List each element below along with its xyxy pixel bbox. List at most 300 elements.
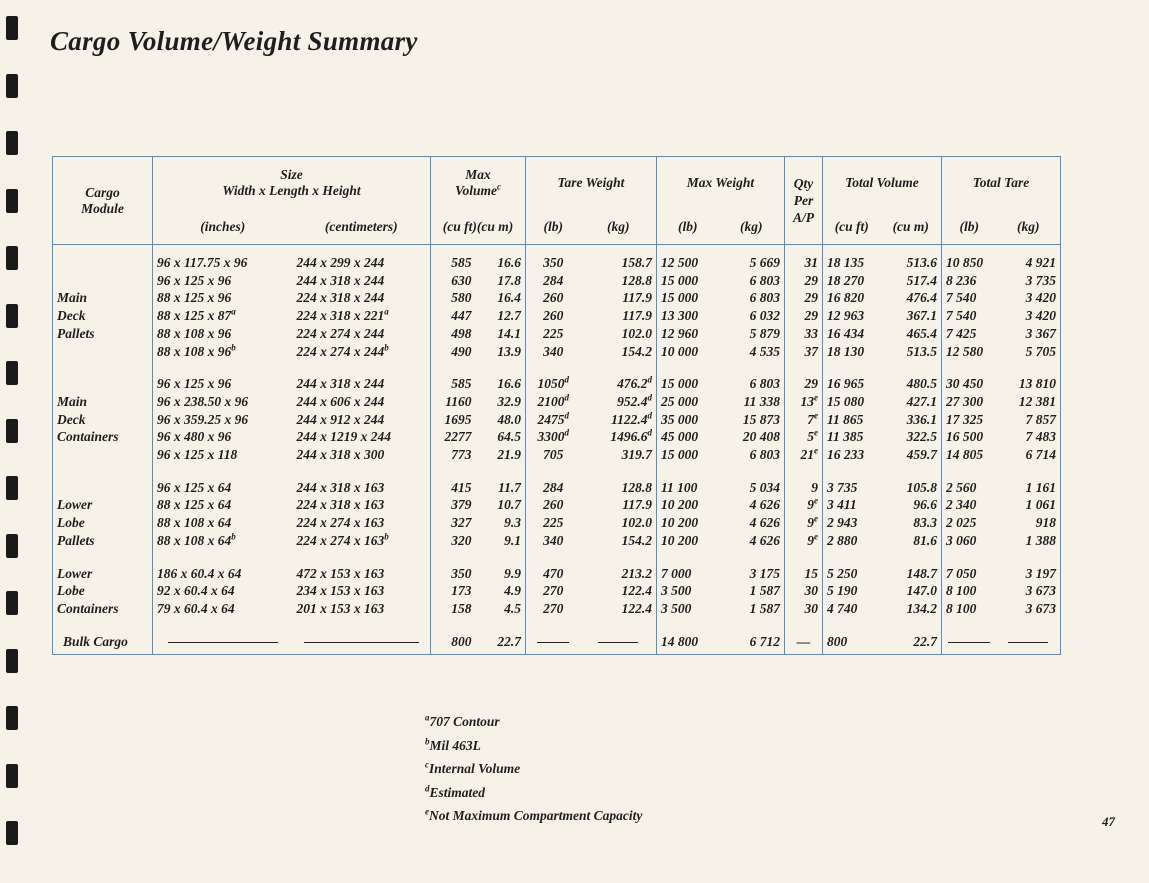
footnote-mark: e: [814, 531, 818, 542]
total-volume-cuft-cell: 5 250: [823, 565, 881, 583]
tare-kg-cell: 128.8: [621, 479, 652, 495]
total-tare-kg-cell: 3 420: [1025, 290, 1056, 306]
spacer-cell: [293, 618, 431, 633]
total-tare-kg-cell: 3 420: [1025, 308, 1056, 324]
size-inches-cell: 88 x 125 x 64: [153, 496, 293, 514]
cargo-module-label: [53, 343, 153, 361]
tare-lb-cell: 705: [526, 446, 581, 464]
max-lb-cell: 10 200: [657, 496, 719, 514]
size-cm-cell: 244 x 318 x 244: [296, 272, 385, 288]
volume-cuft-cell: 320: [431, 532, 476, 550]
size-inches-cell: 96 x 125 x 96: [153, 272, 293, 290]
header-kg: (kg): [607, 218, 630, 234]
table-row: [53, 479, 1061, 497]
spacer-row: [53, 650, 1061, 655]
tare-kg-cell: 117.9: [622, 290, 652, 306]
footnote-mark: c: [497, 181, 501, 192]
total-volume-cuft-cell: 11 865: [823, 411, 881, 429]
binding-ring: [6, 476, 18, 500]
total-tare-kg-cell: 3 735: [1025, 272, 1056, 288]
spacer-cell: [997, 618, 1061, 633]
total-tare-lb-cell: 17 325: [942, 411, 997, 429]
header-text: Per: [793, 193, 814, 208]
size-cm-cell: 234 x 153 x 163: [296, 583, 385, 599]
tare-kg-cell: 319.7: [621, 447, 652, 463]
total-tare-lb-cell: 16 500: [942, 428, 997, 446]
tare-lb-cell: 225: [526, 325, 581, 343]
total-volume-cum-cell: 322.5: [906, 429, 937, 445]
spacer-cell: [53, 245, 153, 255]
spacer-cell: [53, 618, 153, 633]
total-tare-kg-cell: 7 857: [1025, 411, 1056, 427]
max-lb-cell: 15 000: [657, 375, 719, 393]
size-cm-cell: 244 x 318 x 300: [296, 447, 385, 463]
header-text: Cargo: [85, 184, 120, 200]
spacer-cell: [881, 464, 942, 479]
size-inches-cell: 79 x 60.4 x 64: [153, 600, 293, 618]
volume-cuft-cell: 415: [431, 479, 476, 497]
volume-cum-cell: 9.3: [504, 515, 521, 531]
spacer-cell: [657, 245, 719, 255]
tare-lb-cell: [526, 428, 581, 446]
spacer-cell: [476, 464, 526, 479]
binding-ring: [6, 74, 18, 98]
cell-value: 476.2: [617, 376, 648, 392]
max-kg-cell: 6 712: [749, 633, 780, 649]
cell-value: 5: [807, 429, 814, 445]
qty-per-ap-cell: 15: [785, 565, 823, 583]
header-text: A/P: [792, 210, 814, 225]
header-text: Max: [465, 167, 491, 182]
size-inches-cell: 96 x 238.50 x 96: [153, 393, 293, 411]
spacer-cell: [526, 550, 581, 565]
binding-ring: [6, 361, 18, 385]
footnote-text: 707 Contour: [429, 714, 500, 729]
cell-value: 88 x 125 x 87: [157, 308, 232, 324]
spacer-cell: [431, 464, 476, 479]
size-inches-cell: [153, 343, 293, 361]
tare-kg-cell: [581, 633, 657, 651]
volume-cuft-cell: 1160: [431, 393, 476, 411]
cargo-module-label: Deck: [57, 411, 86, 427]
volume-cuft-cell: 585: [431, 254, 476, 272]
footnote-mark: e: [814, 513, 818, 524]
volume-cum-cell: 4.9: [504, 583, 521, 599]
qty-per-ap-cell: 37: [785, 343, 823, 361]
footnote: [425, 781, 642, 805]
footnote-mark: b: [425, 736, 430, 746]
volume-cuft-cell: 447: [431, 307, 476, 325]
total-volume-cuft-cell: 18 130: [823, 343, 881, 361]
tare-lb-cell: 340: [526, 343, 581, 361]
blank-rule: [537, 642, 569, 643]
tare-kg-cell: 102.0: [621, 325, 652, 341]
qty-per-ap-cell: [785, 514, 823, 532]
cell-value: 2100: [537, 393, 565, 409]
max-lb-cell: 13 300: [657, 307, 719, 325]
header-size: [153, 157, 431, 210]
size-inches-cell: 96 x 125 x 64: [153, 479, 293, 497]
total-tare-kg-cell: 5 705: [1025, 343, 1056, 359]
spacer-cell: [719, 245, 785, 255]
total-tare-lb-cell: 8 100: [942, 600, 997, 618]
spacer-cell: [657, 618, 719, 633]
spacer-cell: [823, 464, 881, 479]
header-text: Module: [81, 200, 124, 216]
max-kg-cell: 5 669: [749, 255, 780, 270]
header-text: Size: [280, 167, 303, 182]
total-volume-cuft-cell: 4 740: [823, 600, 881, 618]
binding-ring: [6, 131, 18, 155]
table-row: [53, 565, 1061, 583]
cargo-module-label: Pallets: [57, 532, 95, 548]
cell-value: 3300: [537, 429, 565, 445]
max-lb-cell: 3 500: [657, 600, 719, 618]
blank-rule: [598, 642, 638, 643]
volume-cuft-cell: 1695: [431, 411, 476, 429]
cell-value: 224 x 274 x 244: [296, 343, 385, 359]
total-volume-cum-cell: 336.1: [906, 411, 937, 427]
size-inches-cell: [153, 532, 293, 550]
volume-cum-cell: 16.6: [497, 376, 521, 392]
tare-kg-cell: [581, 411, 657, 429]
total-tare-lb-cell: 12 580: [942, 343, 997, 361]
header-lb: (lb): [526, 209, 581, 245]
spacer-cell: [719, 550, 785, 565]
tare-kg-cell: 117.9: [622, 308, 652, 324]
total-tare-kg-cell: 3 197: [1025, 565, 1056, 581]
size-inches-cell: 88 x 125 x 96: [153, 289, 293, 307]
qty-per-ap-cell: 33: [785, 325, 823, 343]
total-volume-cum-cell: 134.2: [906, 600, 937, 616]
size-cm-cell: [293, 307, 431, 325]
spacer-row: [53, 245, 1061, 255]
spacer-cell: [785, 464, 823, 479]
total-volume-cuft-cell: 11 385: [823, 428, 881, 446]
footnote-mark: d: [647, 427, 652, 438]
max-lb-cell: 3 500: [657, 582, 719, 600]
volume-cum-cell: 48.0: [497, 411, 521, 427]
footnote-mark: d: [564, 392, 569, 403]
qty-per-ap-cell: [785, 428, 823, 446]
total-volume-cuft-cell: 3 411: [823, 496, 881, 514]
volume-cuft-cell: 2277: [431, 428, 476, 446]
max-kg-cell: 6 803: [749, 272, 780, 288]
table-row: [53, 307, 1061, 325]
spacer-row: [53, 464, 1061, 479]
blank-rule: [304, 642, 419, 643]
total-tare-lb-cell: 7 540: [942, 289, 997, 307]
spacer-cell: [997, 650, 1061, 655]
total-tare-kg-cell: 6 714: [1025, 447, 1056, 463]
total-tare-lb-cell: 2 340: [942, 496, 997, 514]
cell-value: 952.4: [617, 393, 648, 409]
footnote-text: Internal Volume: [429, 761, 521, 776]
spacer-cell: [719, 618, 785, 633]
total-tare-lb-cell: 3 060: [942, 532, 997, 550]
footnote-mark: d: [564, 410, 569, 421]
spacer-cell: [526, 464, 581, 479]
spacer-cell: [153, 464, 293, 479]
spacer-cell: [476, 650, 526, 655]
spacer-cell: [476, 618, 526, 633]
spacer-cell: [476, 245, 526, 255]
spacer-cell: [526, 650, 581, 655]
tare-kg-cell: [581, 393, 657, 411]
size-cm-cell: 224 x 318 x 163: [296, 497, 385, 513]
size-inches-cell: 96 x 117.75 x 96: [153, 254, 293, 272]
cargo-module-label: [53, 272, 153, 290]
cargo-module-label: [53, 446, 153, 464]
total-tare-kg-cell: [997, 633, 1061, 651]
cell-value: 7: [807, 411, 814, 427]
footnote-mark: b: [384, 342, 389, 353]
footnote-mark: b: [231, 342, 236, 353]
total-volume-cuft-cell: 800: [823, 633, 881, 651]
table-row: [53, 514, 1061, 532]
max-kg-cell: 4 626: [749, 532, 780, 548]
spacer-cell: [657, 360, 719, 375]
total-volume-cuft-cell: 12 963: [823, 307, 881, 325]
total-tare-lb-cell: 8 236: [942, 272, 997, 290]
total-tare-kg-cell: 3 673: [1025, 583, 1056, 599]
max-lb-cell: 14 800: [657, 633, 719, 651]
spacer-cell: [657, 464, 719, 479]
size-cm-cell: 244 x 606 x 244: [296, 393, 385, 409]
total-volume-cum-cell: 480.5: [906, 376, 937, 392]
tare-kg-cell: 128.8: [621, 272, 652, 288]
binding-ring: [6, 246, 18, 270]
cargo-module-label: Lobe: [57, 583, 85, 599]
footnote-text: Not Maximum Compartment Capacity: [429, 808, 643, 823]
qty-per-ap-cell: [785, 411, 823, 429]
spacer-cell: [942, 360, 997, 375]
cell-value: 9: [807, 497, 814, 513]
size-cm-cell: 244 x 299 x 244: [296, 255, 385, 270]
tare-lb-cell: 470: [526, 565, 581, 583]
cell-value: 88 x 108 x 96: [157, 343, 232, 359]
max-kg-cell: 15 873: [742, 411, 780, 427]
total-volume-cuft-cell: 16 820: [823, 289, 881, 307]
table-row: [53, 600, 1061, 618]
binding-ring: [6, 16, 18, 40]
table-row: [53, 411, 1061, 429]
total-tare-lb-cell: 8 100: [942, 582, 997, 600]
header-total-tare: Total Tare: [942, 157, 1061, 210]
footnote-mark: a: [425, 712, 430, 723]
volume-cum-cell: 32.9: [497, 393, 521, 409]
spacer-cell: [581, 650, 657, 655]
total-volume-cum-cell: 513.5: [906, 343, 937, 359]
footnote-mark: b: [384, 531, 389, 542]
max-lb-cell: 15 000: [657, 289, 719, 307]
spacer-cell: [293, 360, 431, 375]
total-volume-cum-cell: 83.3: [913, 515, 937, 531]
spacer-cell: [823, 650, 881, 655]
total-tare-lb-cell: 7 050: [942, 565, 997, 583]
footnote: [425, 757, 642, 781]
volume-cuft-cell: 800: [431, 633, 476, 651]
max-kg-cell: 11 338: [743, 393, 780, 409]
spacer-cell: [881, 618, 942, 633]
spacer-cell: [431, 650, 476, 655]
spacer-cell: [476, 360, 526, 375]
cell-value: 13: [800, 393, 814, 409]
table-row: [53, 446, 1061, 464]
max-lb-cell: 10 200: [657, 532, 719, 550]
total-volume-cum-cell: 459.7: [906, 447, 937, 463]
cargo-module-label: Bulk Cargo: [63, 633, 128, 649]
footnote-mark: d: [647, 392, 652, 403]
max-kg-cell: 4 626: [749, 515, 780, 531]
header-centimeters: (centimeters): [324, 218, 398, 234]
spacer-cell: [823, 550, 881, 565]
cell-value: 88 x 108 x 64: [157, 532, 232, 548]
spacer-cell: [153, 360, 293, 375]
table-row: [53, 428, 1061, 446]
total-volume-cum-cell: 427.1: [906, 393, 937, 409]
header-text: Volume: [454, 183, 497, 198]
cargo-module-label: [53, 479, 153, 497]
table-row: [53, 289, 1061, 307]
volume-cuft-cell: 350: [431, 565, 476, 583]
volume-cum-cell: 9.9: [504, 565, 521, 581]
qty-per-ap-cell: [785, 393, 823, 411]
cargo-module-label: Deck: [57, 308, 86, 324]
spacer-cell: [785, 650, 823, 655]
binding-ring: [6, 189, 18, 213]
tare-lb-cell: 270: [526, 582, 581, 600]
cell-value: 224 x 318 x 221: [296, 308, 385, 324]
qty-per-ap-cell: 30: [785, 582, 823, 600]
total-tare-kg-cell: 13 810: [1018, 376, 1056, 392]
total-volume-cuft-cell: 3 735: [823, 479, 881, 497]
volume-cum-cell: 16.4: [497, 290, 521, 306]
cargo-module-label: Pallets: [57, 325, 95, 341]
binding-ring: [6, 706, 18, 730]
table-row: [53, 532, 1061, 550]
max-lb-cell: 35 000: [657, 411, 719, 429]
spacer-cell: [153, 550, 293, 565]
total-volume-cum-cell: 476.4: [906, 290, 937, 306]
blank-rule: [948, 642, 990, 643]
header-total-volume: Total Volume: [823, 157, 942, 210]
tare-lb-cell: 350: [526, 254, 581, 272]
tare-kg-cell: 117.9: [622, 497, 652, 513]
total-tare-lb-cell: 2 560: [942, 479, 997, 497]
total-tare-kg-cell: 3 367: [1025, 325, 1056, 341]
total-tare-kg-cell: 1 388: [1025, 532, 1056, 548]
total-volume-cuft-cell: 2 943: [823, 514, 881, 532]
total-tare-lb-cell: 7 425: [942, 325, 997, 343]
page-title: Cargo Volume/Weight Summary: [50, 26, 418, 56]
total-tare-kg-cell: 7 483: [1025, 429, 1056, 445]
header-lb: (lb): [942, 209, 997, 245]
cell-value: 1050: [537, 376, 565, 392]
max-lb-cell: 45 000: [657, 428, 719, 446]
spacer-cell: [942, 464, 997, 479]
footnote: [425, 804, 642, 828]
total-volume-cuft-cell: 5 190: [823, 582, 881, 600]
size-cm-cell: 224 x 318 x 244: [296, 290, 385, 306]
table-body: [53, 245, 1061, 655]
max-kg-cell: 3 175: [749, 565, 780, 581]
tare-lb-cell: 270: [526, 600, 581, 618]
tare-lb-cell: 225: [526, 514, 581, 532]
spacer-cell: [431, 618, 476, 633]
spacer-cell: [431, 360, 476, 375]
spacer-row: [53, 360, 1061, 375]
total-volume-cuft-cell: 2 880: [823, 532, 881, 550]
footnote-text: Estimated: [429, 784, 486, 800]
spacer-cell: [526, 245, 581, 255]
volume-cum-cell: 13.9: [497, 343, 521, 359]
size-inches-cell: 96 x 125 x 118: [153, 446, 293, 464]
volume-cuft-cell: 585: [431, 375, 476, 393]
max-kg-cell: 6 032: [749, 308, 780, 324]
total-volume-cum-cell: 96.6: [913, 497, 937, 513]
page-number: 47: [1102, 814, 1115, 829]
table-row: [53, 254, 1061, 272]
total-tare-lb-cell: 2 025: [942, 514, 997, 532]
header-max-volume: [431, 157, 526, 210]
volume-cum-cell: 17.8: [497, 272, 521, 288]
qty-per-ap-cell: 29: [785, 375, 823, 393]
volume-cuft-cell: 498: [431, 325, 476, 343]
tare-lb-cell: 260: [526, 307, 581, 325]
table-row: [53, 633, 1061, 651]
spacer-row: [53, 550, 1061, 565]
qty-per-ap-cell: —: [785, 633, 823, 651]
header-kg: (kg): [740, 218, 763, 234]
tare-lb-cell: 260: [526, 496, 581, 514]
volume-cum-cell: 14.1: [497, 325, 521, 341]
size-cm-cell: 472 x 153 x 163: [296, 565, 385, 581]
footnote-mark: e: [814, 392, 818, 403]
total-tare-lb-cell: 27 300: [942, 393, 997, 411]
qty-per-ap-cell: 29: [785, 289, 823, 307]
spacer-cell: [526, 360, 581, 375]
max-kg-cell: 5 879: [749, 325, 780, 341]
cell-value: 1496.6: [610, 429, 648, 445]
total-tare-kg-cell: 918: [1035, 515, 1056, 531]
size-cm-cell: 244 x 318 x 244: [296, 376, 385, 392]
spacer-cell: [785, 550, 823, 565]
spacer-cell: [153, 618, 293, 633]
size-inches-cell: 88 x 108 x 64: [153, 514, 293, 532]
spacer-row: [53, 618, 1061, 633]
max-lb-cell: 15 000: [657, 446, 719, 464]
volume-cuft-cell: 630: [431, 272, 476, 290]
spacer-cell: [53, 360, 153, 375]
table-row: [53, 375, 1061, 393]
binding-ring: [6, 419, 18, 443]
size-cm-cell: 201 x 153 x 163: [296, 600, 385, 616]
max-kg-cell: 1 587: [749, 583, 780, 599]
spacer-cell: [881, 360, 942, 375]
footnote-mark: e: [814, 495, 818, 506]
volume-cum-cell: 11.7: [498, 479, 521, 495]
spacer-cell: [293, 550, 431, 565]
spacer-cell: [581, 618, 657, 633]
total-volume-cum-cell: 465.4: [906, 325, 937, 341]
max-kg-cell: 6 803: [749, 376, 780, 392]
total-volume-cuft-cell: 18 270: [823, 272, 881, 290]
total-volume-cum-cell: 513.6: [906, 255, 937, 270]
header-lb: (lb): [657, 209, 719, 245]
footnote-text: Mil 463L: [429, 737, 481, 753]
size-cm-cell: [293, 532, 431, 550]
